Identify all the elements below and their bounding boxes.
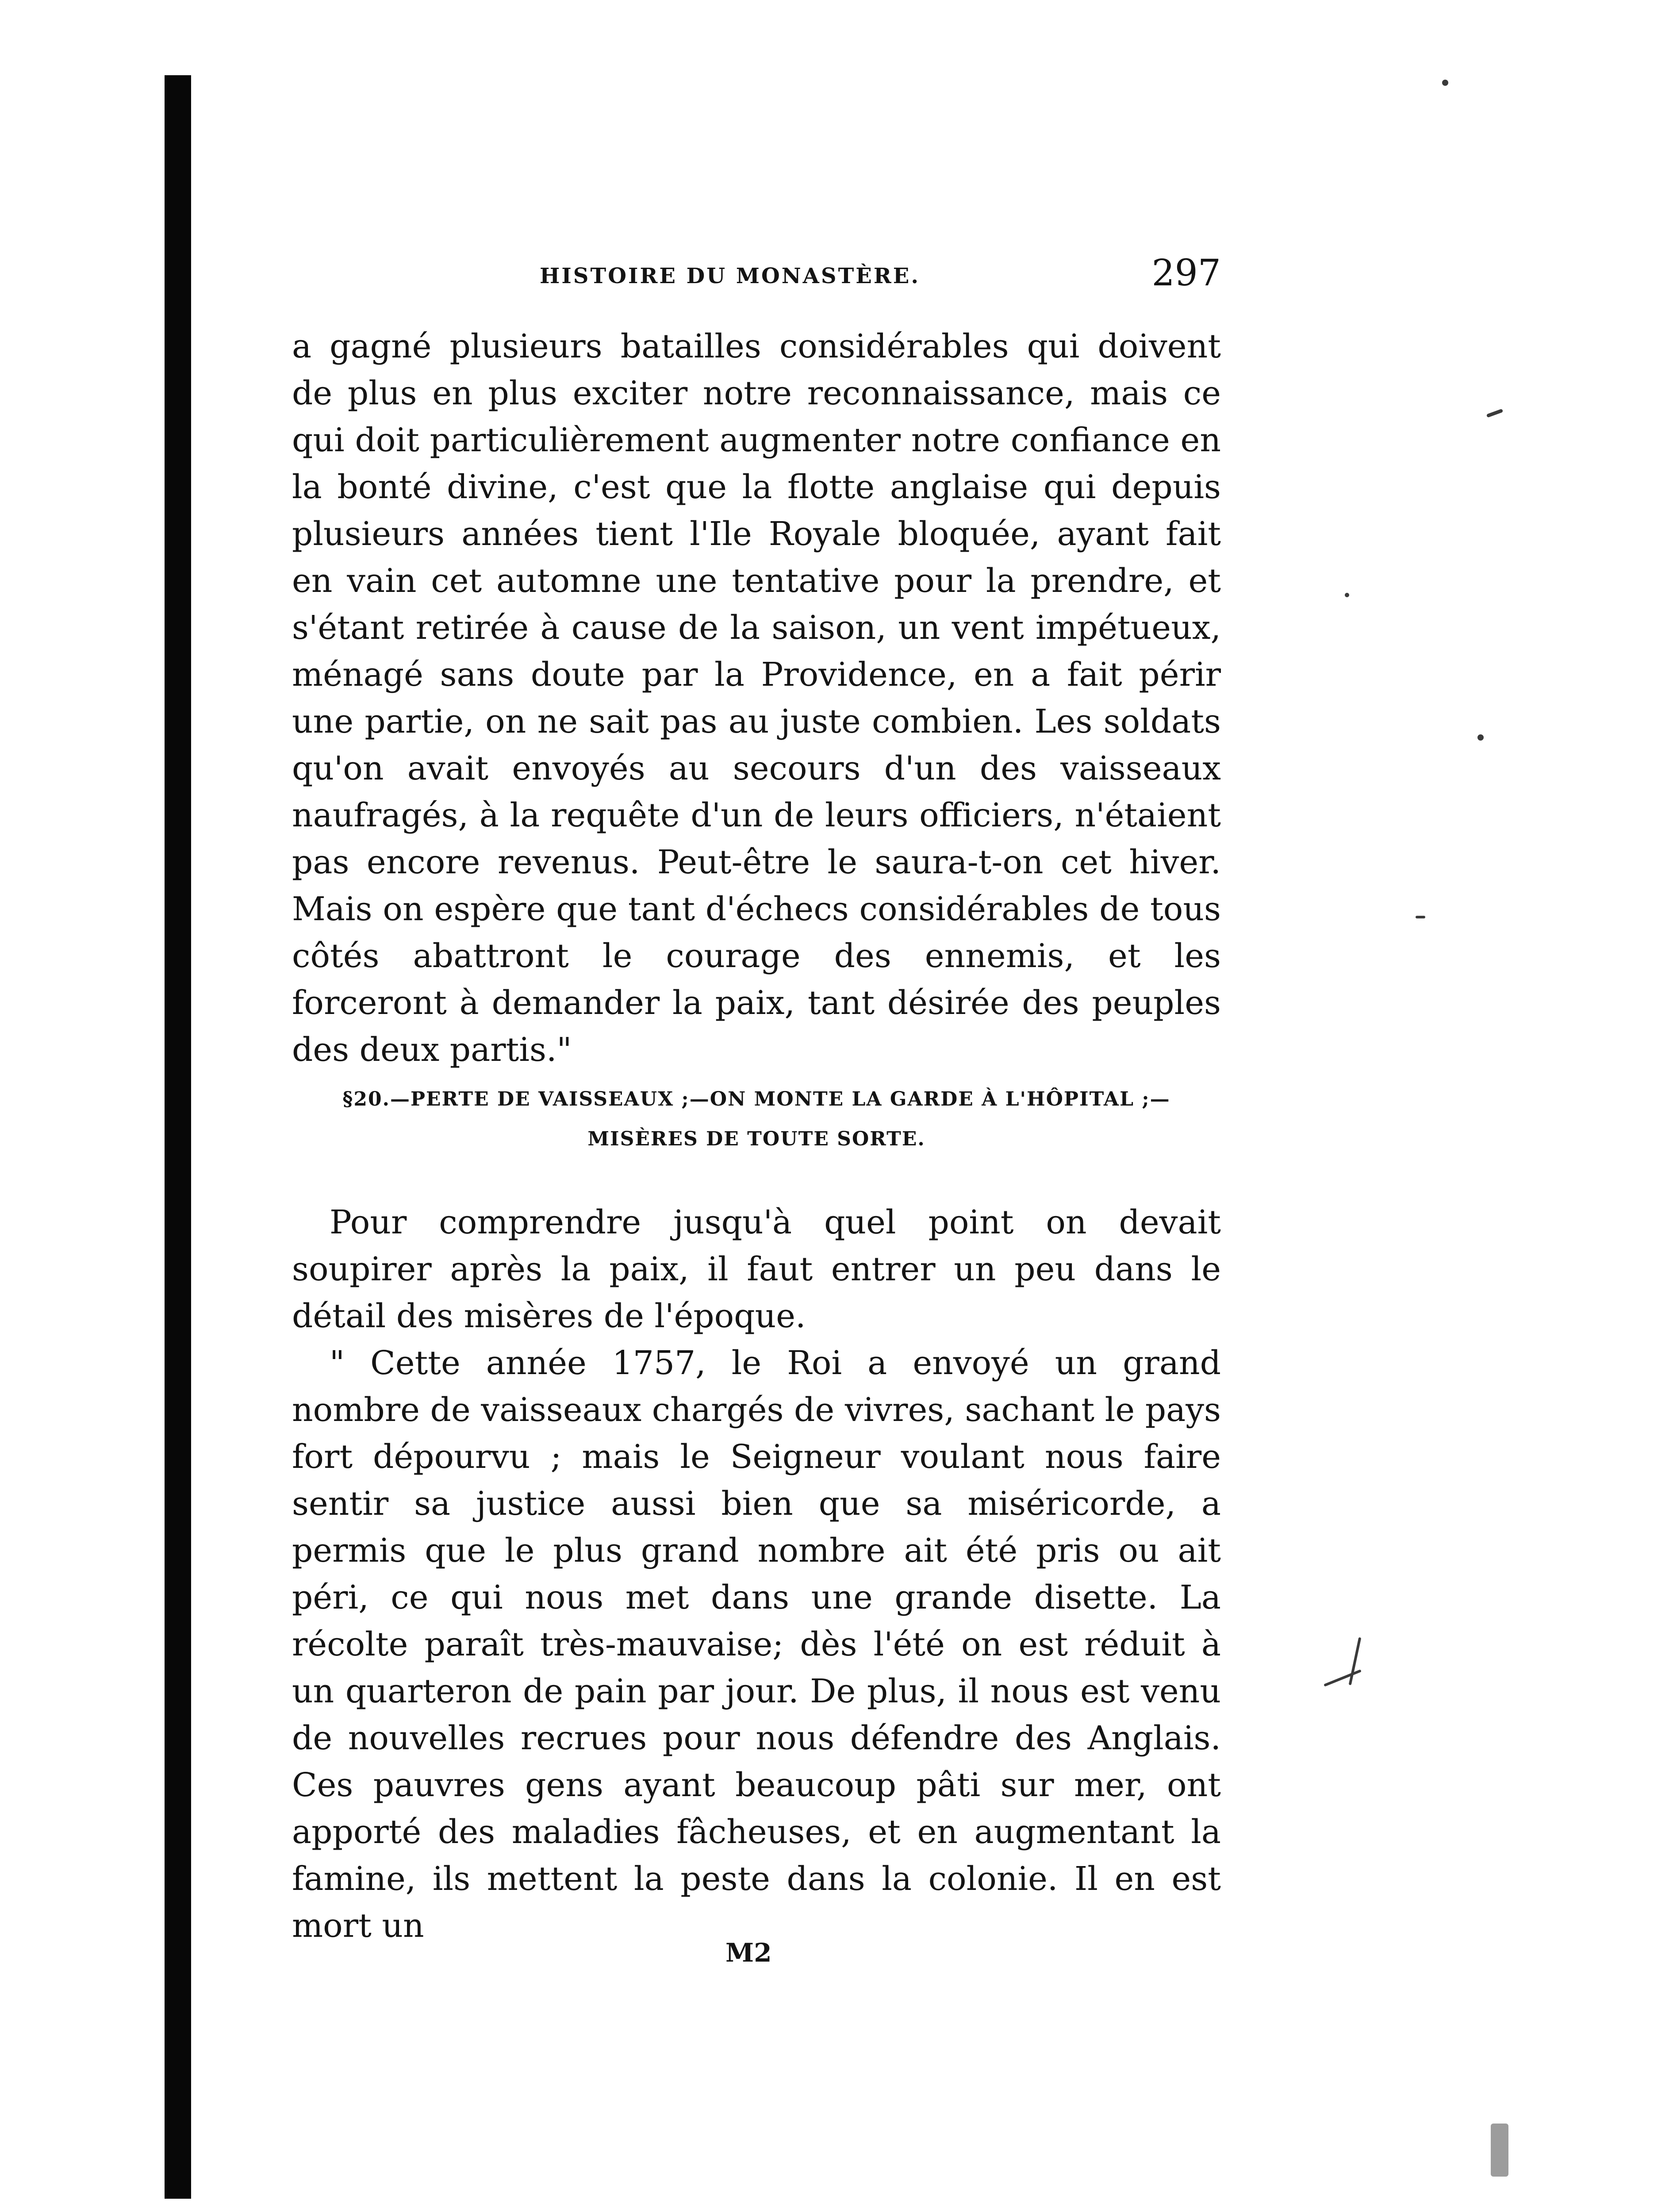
section-heading-line2: MISÈRES DE TOUTE SORTE. xyxy=(587,1128,925,1150)
scan-speck xyxy=(1442,80,1448,86)
scan-speck xyxy=(1324,1669,1362,1686)
page-number: 297 xyxy=(1151,252,1221,294)
paragraph: " Cette année 1757, le Roi a envoyé un grand nombre de vaisseaux chargés de vivres, sachant le pays fort dépourvu ; mais le Seigneur voulant nous faire sentir sa justice aussi bien que sa miséricorde, a permis que le plus grand nombre ait été pris ou ait péri, ce qui nous met dans une grande disette. La récolte paraît très-mauvaise; dès l'été on est réduit à un quarteron de pain par jour. De plus, il nous est venu de nouvelles recrues pour nous défendre des Anglais. Ces pauvres gens ayant beaucoup pâti sur mer, ont apporté des maladies fâcheuses, et en augmentant la famine, ils mettent la peste dans la colonie. Il en est mort un xyxy=(292,1344,1221,1945)
scan-speck xyxy=(1477,734,1484,741)
scan-speck xyxy=(1491,2124,1508,2177)
running-title: HISTOIRE DU MONASTÈRE. xyxy=(540,264,921,288)
paragraph: Pour comprendre jusqu'à quel point on devait soupirer après la paix, il faut entrer un peu dans le détail des misères de l'époque. xyxy=(292,1203,1221,1335)
scan-speck xyxy=(1349,1637,1362,1686)
scan-speck xyxy=(1345,593,1349,597)
section-heading xyxy=(292,1079,1221,1159)
signature-mark: M2 xyxy=(725,1938,772,1968)
scan-speck xyxy=(1416,916,1425,918)
body-text-top xyxy=(292,323,1221,1073)
binding-edge-shadow xyxy=(165,75,191,2199)
running-head xyxy=(292,248,1221,310)
body-text-bottom xyxy=(292,1199,1221,1949)
section-heading-line1: §20.—PERTE DE VAISSEAUX ;—ON MONTE LA GARDE À L'HÔPITAL ;— xyxy=(342,1088,1170,1110)
paragraph: a gagné plusieurs batailles considérables qui doivent de plus en plus exciter notre reconnaissance, mais ce qui doit particulièrement augmenter notre confiance en la bonté divine, c'est que la flotte anglaise qui depuis plusieurs années tient l'Ile Royale bloquée, ayant fait en vain cet automne une tentative pour la prendre, et s'étant retirée à cause de la saison, un vent impétueux, ménagé sans doute par la Providence, en a fait périr une partie, on ne sait pas au juste combien. Les soldats qu'on avait envoyés au secours d'un des vaisseaux naufragés, à la requête d'un de leurs officiers, n'étaient pas encore revenus. Peut-être le saura-t-on cet hiver. Mais on espère que tant d'échecs considérables de tous côtés abattront le courage des ennemis, et les forceront à demander la paix, tant désirée des peuples des deux partis." xyxy=(292,327,1221,1069)
scan-speck xyxy=(1486,409,1503,418)
